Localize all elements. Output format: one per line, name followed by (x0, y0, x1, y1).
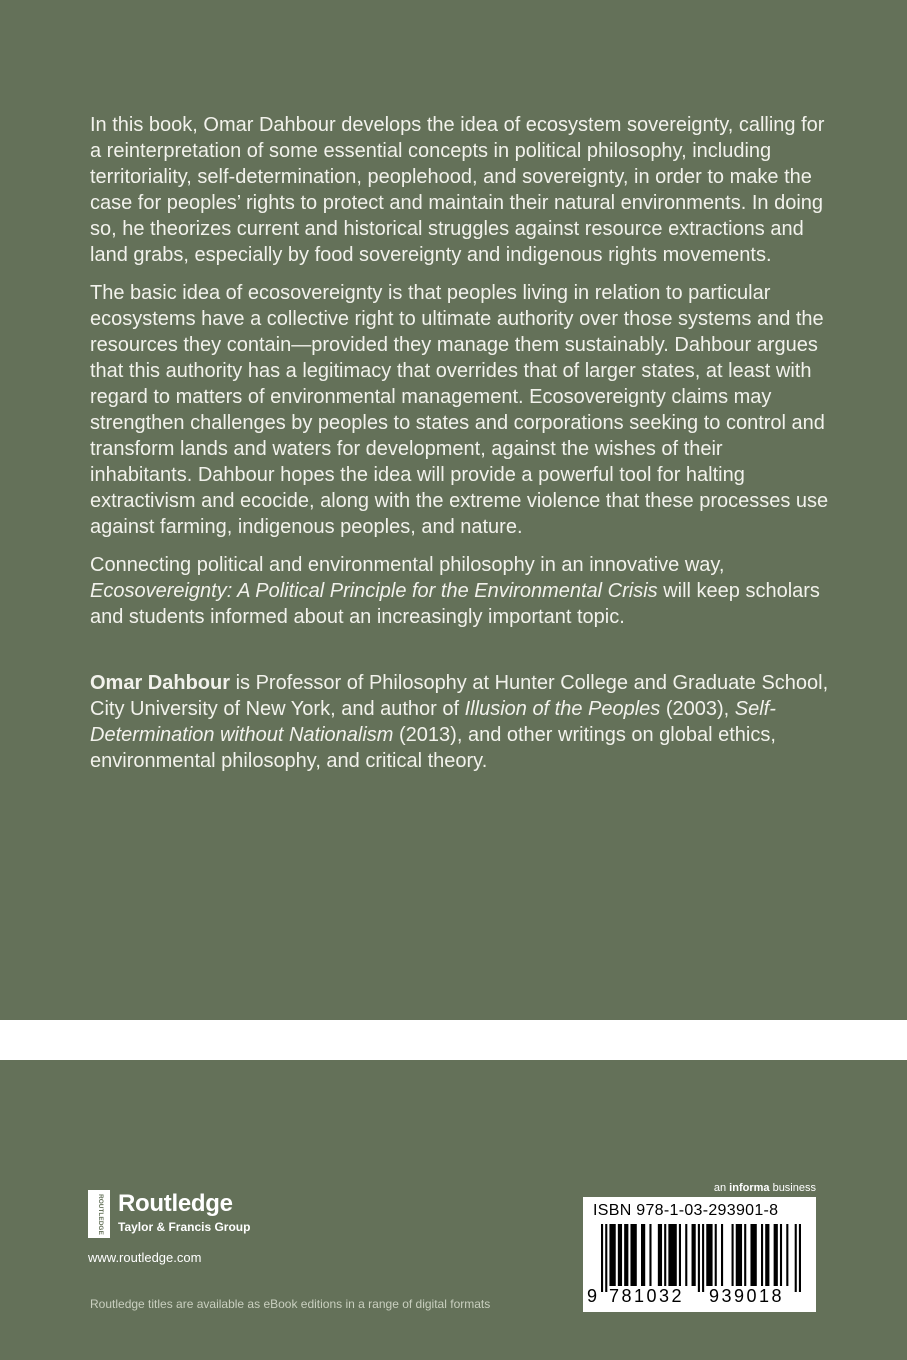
barcode-bar (799, 1224, 801, 1292)
author-bio (90, 670, 830, 774)
barcode-bar (732, 1224, 734, 1286)
barcode-bar (761, 1224, 763, 1286)
informa-word: informa (729, 1182, 770, 1194)
barcode-bars (601, 1224, 801, 1292)
barcode-digits-group-1: 781032 (609, 1286, 685, 1306)
barcode-bar (679, 1224, 681, 1286)
barcode-bar (765, 1224, 769, 1286)
barcode-bar (618, 1224, 622, 1286)
barcode-bar (744, 1224, 746, 1286)
barcode-bar (721, 1224, 723, 1286)
bio-text-1: is Professor of Philosophy at Hunter College and Graduate School, City University of New York, and author of (90, 672, 829, 720)
barcode-bar (706, 1224, 712, 1286)
barcode-bar (658, 1224, 662, 1286)
barcode-bar (664, 1224, 666, 1286)
blurb-p3-end: will keep scholars and students informed about an increasingly important topic. (90, 580, 820, 628)
barcode-bar (649, 1224, 651, 1286)
routledge-logo (88, 1190, 308, 1238)
barcode-bar (630, 1224, 636, 1286)
barcode-bar (605, 1224, 607, 1292)
svg-text:ROUTLEDGE: ROUTLEDGE (97, 1194, 104, 1235)
barcode-bar (750, 1224, 756, 1286)
bio-book-2: Self-Determination without Nationalism (90, 698, 776, 746)
barcode-bar (774, 1224, 778, 1286)
author-name: Omar Dahbour (90, 672, 231, 694)
barcode-bar (702, 1224, 704, 1292)
barcode-digits-group-2: 939018 (709, 1286, 785, 1306)
barcode-bar (609, 1224, 615, 1286)
routledge-logo-icon (88, 1190, 110, 1238)
barcode-bar (698, 1224, 700, 1292)
barcode-bar (624, 1224, 628, 1286)
bio-book-1: Illusion of the Peoples (464, 698, 661, 720)
publisher-name: Routledge (118, 1190, 233, 1217)
blurb-paragraph-2: The basic idea of ecosovereignty is that peoples living in relation to particular ecosystems have a collective right to ultimate authority over those systems and the resources they contain—provided they manage them sustainably. Dahbour argues that this authority has a legitimacy that overrides that of larger states, at least with regard to matters of environmental management. Ecosovereignty claims may strengthen challenges by peoples to states and corporations seeking to control and transform lands and waters for development, against the wishes of their inhabitants. Dahbour hopes the idea will provide a powerful tool for halting extractivism and ecocide, along with the extreme violence that these processes use against farming, indigenous peoples, and nature. (90, 282, 829, 538)
barcode-digit-first: 9 (587, 1286, 598, 1306)
barcode-bar (685, 1224, 687, 1286)
barcode-bar (692, 1224, 696, 1286)
isbn-label: ISBN 978-1-03-293901-8 (593, 1202, 779, 1219)
barcode-box (583, 1197, 816, 1312)
informa-tagline (714, 1182, 816, 1194)
bio-text-2: (2003), (660, 698, 735, 720)
book-title: Ecosovereignty: A Political Principle for the Environmental Crisis (90, 580, 658, 602)
bio-text-3: (2013), and other writings on global ethics, environmental philosophy, and critical theory. (90, 724, 776, 772)
informa-suffix: business (769, 1182, 816, 1194)
barcode-bar (668, 1224, 676, 1286)
blurb-paragraph-3 (90, 552, 830, 630)
divider-band (0, 1020, 907, 1060)
publisher-url: www.routledge.com (88, 1250, 202, 1265)
ebook-note: Routledge titles are available as eBook editions in a range of digital formats (90, 1297, 491, 1311)
barcode-bar (715, 1224, 717, 1286)
blurb-p3-start: Connecting political and environmental philosophy in an innovative way, (90, 554, 725, 576)
informa-prefix: an (713, 1182, 730, 1194)
barcode-bar (641, 1224, 645, 1286)
blurb-text (90, 112, 830, 786)
barcode-bar (736, 1224, 742, 1286)
barcode-bar (780, 1224, 782, 1286)
barcode-bar (601, 1224, 603, 1292)
barcode-bar (795, 1224, 797, 1292)
blurb-paragraph-1: In this book, Omar Dahbour develops the idea of ecosystem sovereignty, calling for a reinterpretation of some essential concepts in political philosophy, including territoriality, self-determination, peoplehood, and sovereignty, in order to make the case for peoples’ rights to protect and maintain their natural environments. In doing so, he theorizes current and historical struggles against resource extractions and land grabs, especially by food sovereignty and indigenous rights movements. (90, 114, 825, 266)
publisher-group: Taylor & Francis Group (118, 1220, 251, 1234)
barcode-bar (786, 1224, 788, 1286)
